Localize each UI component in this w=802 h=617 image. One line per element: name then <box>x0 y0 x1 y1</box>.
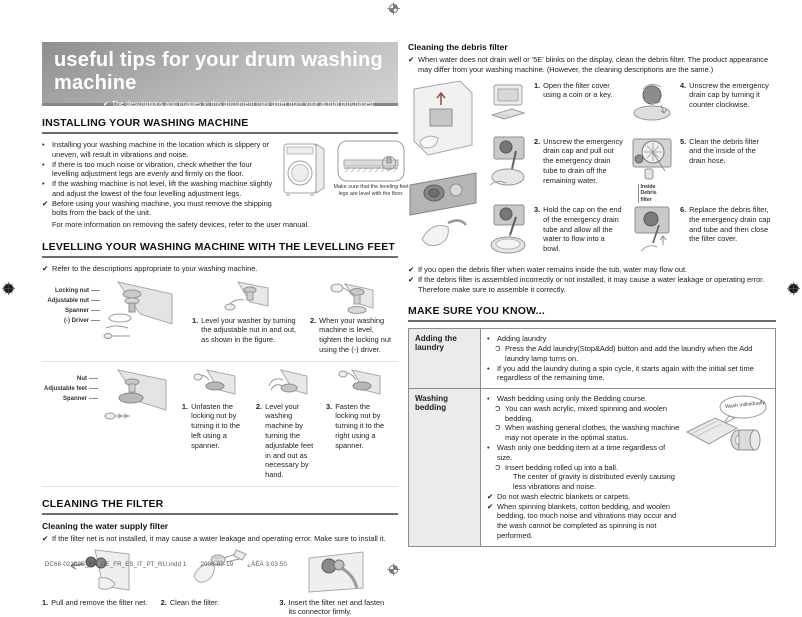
note-text: If you open the debris filter when water remains inside the tub, water may flow out. <box>418 265 688 275</box>
levelling-figure-b <box>42 368 178 480</box>
debris-filter-note <box>408 55 776 75</box>
check-icon: ✔ <box>487 501 494 511</box>
levelling-step-b3 <box>322 368 398 480</box>
adjustable-nut-turn-illustration <box>224 280 270 316</box>
washer-illustration <box>280 140 328 198</box>
water-supply-filter-subheading: Cleaning the water supply filter <box>42 520 169 531</box>
levelling-row-b <box>42 368 398 487</box>
step-text: 3. Fasten the locking nut by turning it to the right using a spanner. <box>326 401 385 450</box>
line-text: Wash only one bedding item at a time regardless of size. <box>497 442 666 462</box>
step-text: 1. Pull and remove the filter net. <box>42 597 148 607</box>
row-content <box>481 329 775 388</box>
inside-debris-filter-label: Inside Debris filter <box>638 184 667 204</box>
line-text: Insert bedding rolled up into a ball. <box>505 462 618 472</box>
pull-filter-net-illustration <box>65 548 131 594</box>
adjustable-feet-illustration <box>98 368 168 430</box>
bullet-icon: • <box>487 363 490 373</box>
debris-step-5-figure <box>626 135 678 204</box>
locking-nut-illustration <box>100 280 174 342</box>
filter-cover-location-illustration <box>408 79 478 161</box>
print-footer <box>45 562 287 568</box>
debris-step-1: 1. Open the filter cover using a coin or a key. <box>534 80 613 100</box>
filter-cover-open-illustration <box>408 165 478 253</box>
figure-label: Spanner <box>42 308 100 314</box>
water-filter-step-1 <box>42 548 161 617</box>
step-text: 2. Level your washing machine by turning the adjustable feet in and out as necessary by hand. <box>255 401 314 480</box>
bullet-text: If there is too much noise or vibration, check whether the four levelling adjustment legs are evenly and firmly on the floor. <box>52 159 253 179</box>
table-row-adding-laundry <box>409 329 775 389</box>
figure-label: Nut <box>42 376 98 382</box>
fasten-nut-illustration <box>338 368 382 402</box>
figure-label: Adjustable feet <box>42 386 98 392</box>
sub-step-icon: Ɔ <box>495 423 501 433</box>
debris-step-3: 3. Hold the cap on the end of the emergency drain tube and allow all the water to flow into a bowl. <box>534 205 622 254</box>
turn-feet-by-hand-illustration <box>265 368 309 402</box>
footer-filename: DC68-02209B_EN_DE_FR_ES_IT_PT_RU.indd 1 <box>45 562 187 568</box>
replace-filter-illustration <box>629 203 675 255</box>
note-line <box>408 265 776 275</box>
levelling-step-a1 <box>188 280 306 355</box>
levelling-row-a <box>42 280 398 362</box>
registration-mark-top-icon <box>387 2 400 15</box>
water-filter-note <box>42 534 398 544</box>
debris-step-4: 4. Unscrew the emergency drain cap by turning it counter clockwise. <box>680 80 769 110</box>
cleaning-filter-heading: CLEANING THE FILTER <box>42 498 398 515</box>
row-label: Washing bedding <box>409 389 481 545</box>
figure-label: (-) Driver <box>42 318 100 324</box>
open-cover-illustration <box>486 79 530 123</box>
debris-step-3-figure <box>484 203 532 259</box>
debris-notes <box>408 265 776 294</box>
drain-into-bowl-illustration <box>486 203 530 257</box>
step-text: 1. Level your washer by turning the adjustable nut in and out, as shown in the figure. <box>192 315 297 345</box>
row-label: Adding the laundry <box>409 329 481 388</box>
debris-step-2-figure <box>484 135 532 204</box>
water-filter-step-3 <box>279 548 398 617</box>
install-check-note <box>42 199 280 219</box>
insert-filter-net-illustration <box>303 548 369 594</box>
make-sure-heading: MAKE SURE YOU KNOW... <box>408 305 776 322</box>
check-icon: ✔ <box>42 263 49 273</box>
table-row-washing-bedding <box>409 389 775 545</box>
levelling-step-a2 <box>306 280 398 355</box>
left-column <box>42 42 409 617</box>
banner-note-text: The descriptions and images in this document may differ from your actual purchased product. For more information, refer to the user manual. <box>111 101 374 118</box>
check-note-text: Before using your washing machine, you must remove the shipping bolts from the back of the unit. <box>52 198 272 218</box>
bullet-icon: • <box>487 334 490 344</box>
line-text: Press the Add laundry(Stop&Add) button and add the laundry when the Add laundry lamp turns on. <box>505 344 753 363</box>
installing-bullets <box>42 140 280 218</box>
install-check-note-cont: For more information on removing the safety devices, refer to the user manual. <box>52 220 310 230</box>
check-icon: ✔ <box>42 533 49 543</box>
debris-filter-steps <box>408 79 776 260</box>
debris-step-1-figure <box>484 79 532 135</box>
row-content <box>481 389 775 545</box>
figure-label: Adjustable nut <box>42 298 100 304</box>
line-text: If you add the laundry during a spin cycle, it starts again with the initial set time regardless of the remaining time. <box>497 363 754 383</box>
line-text: When washing general clothes, the washing machine may not operate in the optimal status. <box>505 423 680 443</box>
leveling-feet-caption: Make sure that the leveling feet legs are level with the floor. <box>333 184 409 198</box>
levelling-step-b2 <box>252 368 322 480</box>
line-text: When spinning blankets, cotton bedding, and woolen bedding, too much noise and vibrations may occur and the wash cannot be completed as spinning is not performed. <box>497 501 677 540</box>
list-item <box>42 140 280 160</box>
debris-step-6: 6. Replace the debris filter, the emergency drain cap and tube and then close the filter cover. <box>680 205 771 244</box>
wash-individually-bubble: Wash individually <box>724 400 766 411</box>
debris-step-5: 5. Clean the debris filter and the inside of the drain hose. <box>680 136 760 166</box>
tighten-locking-nut-illustration <box>329 280 375 316</box>
debris-overview-figures <box>408 79 484 260</box>
note-line <box>408 275 776 295</box>
debris-step-4-figure <box>626 79 678 135</box>
water-filter-step-2 <box>161 548 280 617</box>
sub-step-icon: Ɔ <box>495 344 501 354</box>
check-icon: ✔ <box>408 265 415 275</box>
clean-filter-illustration <box>184 548 250 594</box>
unfasten-nut-illustration <box>193 368 237 402</box>
line-text: The center of gravity is distributed evenly causing less vibrations and noise. <box>513 472 675 492</box>
bullet-icon: • <box>42 179 45 189</box>
note-text: If the debris filter is assembled incorrectly or not installed, it may cause a water leakage or operating error. Therefore make sure to assemble it correctly. <box>418 274 765 294</box>
leveling-feet-inset-illustration <box>337 140 405 182</box>
unscrew-cap-illustration <box>629 79 675 125</box>
levelling-heading: LEVELLING YOUR WASHING MACHINE WITH THE LEVELLING FEET <box>42 241 398 258</box>
spacer <box>503 472 510 492</box>
step-text: 3. Insert the filter net and fasten its connector firmly. <box>279 597 385 617</box>
debris-filter-inside-illustration <box>629 135 675 183</box>
debris-step-6-figure <box>626 203 678 259</box>
make-sure-table <box>408 328 776 546</box>
levelling-note <box>42 264 398 274</box>
bedding-illustration <box>681 394 769 540</box>
levelling-figure-a <box>42 280 188 355</box>
step-text: 2. When your washing machine is level, tighten the locking nut using the (-) driver. <box>310 315 392 354</box>
debris-step-2: 2. Unscrew the emergency drain cap and pull out the emergency drain tube to drain off the remaining water. <box>534 136 623 185</box>
levelling-note-text: Refer to the descriptions appropriate to your washing machine. <box>52 263 258 273</box>
debris-filter-note-text: When water does not drain well or '5E' blinks on the display, clean the debris filter. The product appearance may differ from your washing machine. (However, the cleaning descriptions are the same.) <box>418 55 769 74</box>
sub-step-icon: Ɔ <box>495 462 501 472</box>
line-text: Do not wash electric blankets or carpets. <box>497 491 631 501</box>
installing-section <box>42 140 409 218</box>
bullet-icon: • <box>487 394 490 404</box>
sub-step-icon: Ɔ <box>495 403 501 413</box>
bullet-text: If the washing machine is not level, lift the washing machine slightly and adjust the lowest of the four levelling adjustment legs. <box>52 179 273 198</box>
check-icon: ✔ <box>408 55 415 64</box>
step-text: 2. Clean the filter. <box>160 597 220 607</box>
figure-label: Locking nut <box>42 288 100 294</box>
right-column <box>408 40 776 547</box>
check-icon: ✔ <box>103 101 109 108</box>
installing-heading: INSTALLING YOUR WASHING MACHINE <box>42 117 398 134</box>
levelling-step-b1 <box>178 368 252 480</box>
figure-label: Spanner <box>42 396 98 402</box>
debris-filter-subheading: Cleaning the debris filter <box>408 42 508 52</box>
check-icon: ✔ <box>487 491 494 501</box>
list-item <box>42 160 280 180</box>
bullet-icon: • <box>487 442 490 452</box>
bullet-icon: • <box>42 140 45 149</box>
line-text: You can wash acrylic, mixed spinning and woolen bedding. <box>505 403 668 423</box>
installing-figures <box>280 140 409 218</box>
registration-mark-right-icon <box>787 282 800 295</box>
page-title: useful tips for your drum washing machine <box>54 49 383 94</box>
drain-tube-illustration <box>486 135 530 191</box>
footer-date: 2008-03-19 <box>200 562 234 568</box>
step-text: 1. Unfasten the locking nut by turning it to the left using a spanner. <box>181 401 240 450</box>
line-text: Adding laundry <box>497 334 547 344</box>
bullet-icon: • <box>42 159 45 169</box>
check-icon: ✔ <box>42 198 49 208</box>
registration-mark-left-icon <box>2 282 15 295</box>
water-filter-steps <box>42 548 398 617</box>
title-banner <box>42 42 398 118</box>
check-icon: ✔ <box>408 274 415 284</box>
water-filter-note-text: If the filter net is not installed, it may cause a water leakage and operating error. Make sure to install it. <box>52 533 386 543</box>
list-item <box>42 179 280 199</box>
bullet-text: Installing your washing machine in the location which is slippery or uneven, will result in vibrations and noise. <box>52 140 269 159</box>
footer-time: ¿ÀÈÄ 3:03:50 <box>247 562 288 568</box>
line-text: Wash bedding using only the Bedding course. <box>497 394 648 404</box>
